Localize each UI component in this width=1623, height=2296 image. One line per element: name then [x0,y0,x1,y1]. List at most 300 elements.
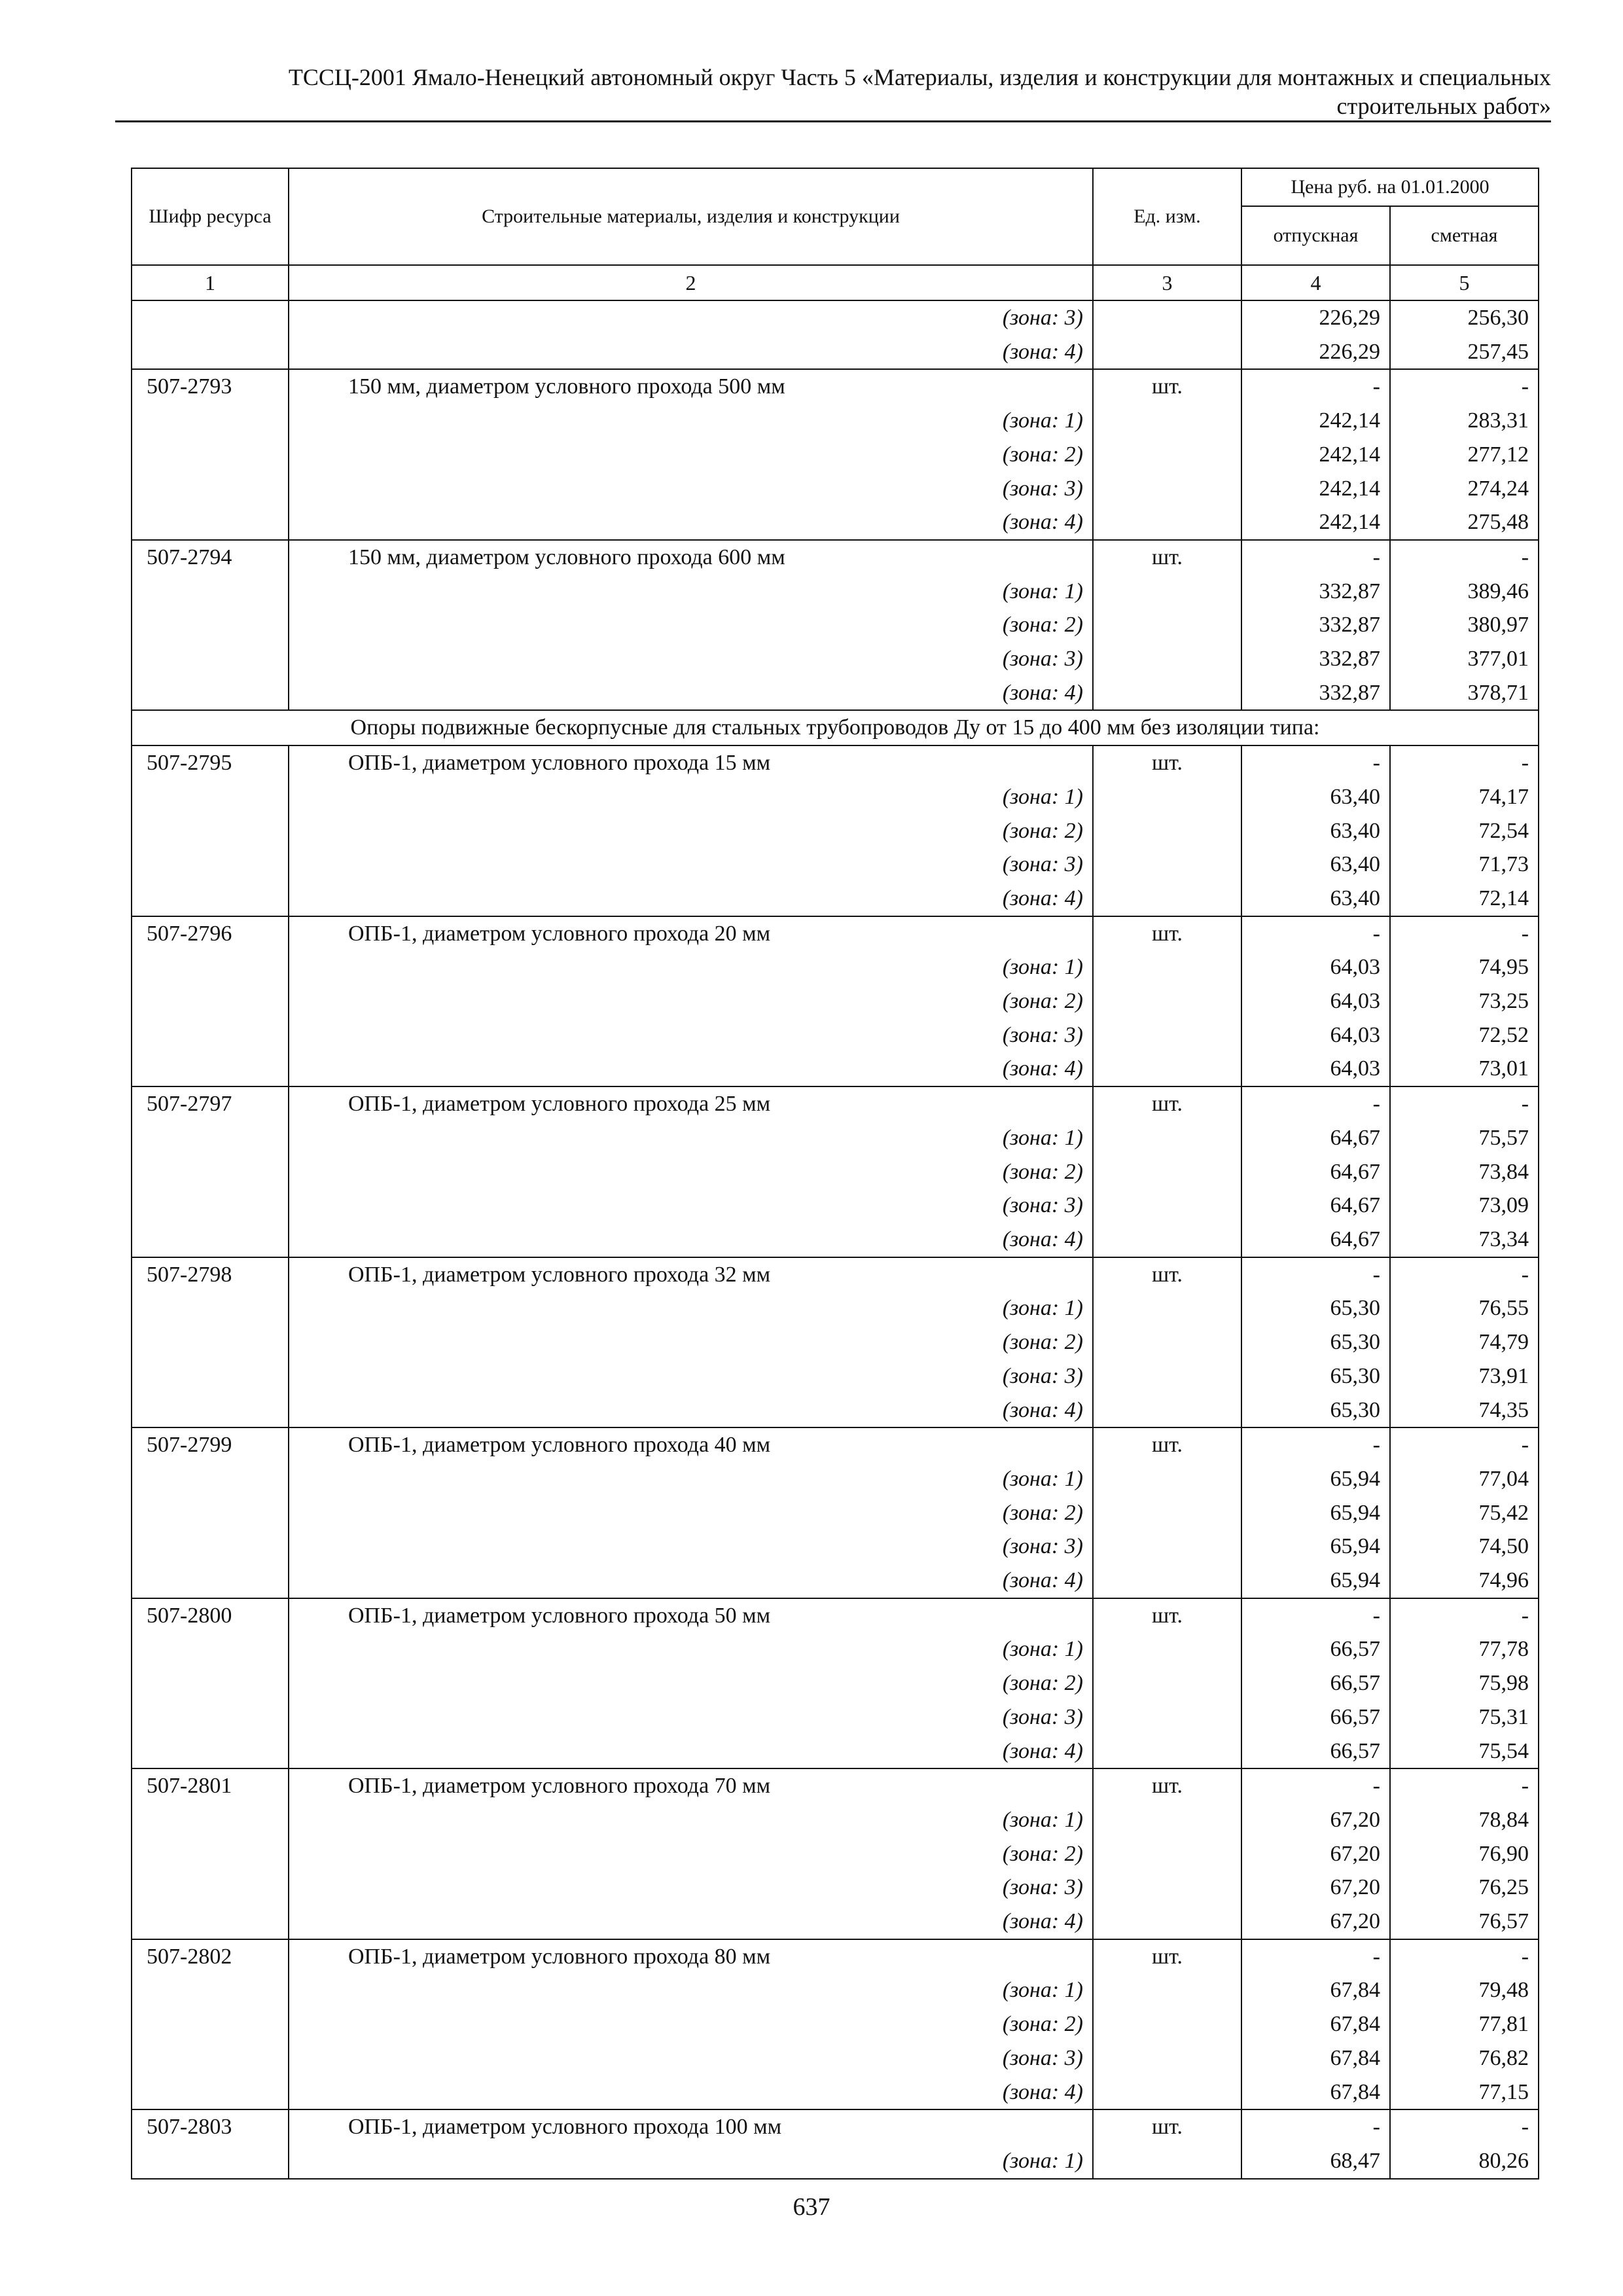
code-cell [132,1052,289,1086]
zone-label: (зона: 3) [289,1359,1093,1393]
estimate-price: 77,81 [1390,2007,1539,2041]
unit-cell [1093,848,1241,882]
code-cell [132,848,289,882]
zone-row [132,2041,1539,2075]
estimate-price: - [1390,916,1539,951]
zone-row [132,814,1539,848]
header-title-line1: ТССЦ-2001 Ямало-Ненецкий автономный округ Часть 5 «Материалы, изделия и конструкции для монтажных и специальных [288,64,1551,90]
unit-cell [1093,1734,1241,1769]
code-cell [132,1189,289,1223]
release-price: 66,57 [1241,1632,1390,1666]
estimate-price: 80,26 [1390,2144,1539,2179]
zone-label: (зона: 4) [289,2075,1093,2110]
unit-cell [1093,1359,1241,1393]
release-price: 226,29 [1241,300,1390,335]
unit-cell: шт. [1093,369,1241,404]
zone-row [132,1155,1539,1189]
code-cell [132,608,289,642]
release-price: 226,29 [1241,335,1390,370]
zone-label: (зона: 4) [289,1223,1093,1257]
resource-row [132,1086,1539,1121]
estimate-price: 389,46 [1390,575,1539,609]
zone-row [132,2144,1539,2179]
code-cell [132,2041,289,2075]
resource-name: ОПБ-1, диаметром условного прохода 32 мм [289,1257,1093,1292]
resource-name: ОПБ-1, диаметром условного прохода 40 мм [289,1427,1093,1462]
zone-row [132,1905,1539,1939]
unit-cell [1093,1905,1241,1939]
release-price: 68,47 [1241,2144,1390,2179]
header-code: Шифр ресурса [132,168,289,265]
resource-name: ОПБ-1, диаметром условного прохода 100 мм [289,2109,1093,2144]
price-table-body [132,300,1539,2179]
release-price: - [1241,1427,1390,1462]
zone-row [132,1837,1539,1871]
estimate-price: - [1390,369,1539,404]
release-price: 63,40 [1241,780,1390,814]
estimate-price: 76,25 [1390,1871,1539,1905]
code-cell [132,1564,289,1598]
zone-label: (зона: 2) [289,438,1093,472]
unit-cell [1093,676,1241,711]
zone-label: (зона: 2) [289,2007,1093,2041]
unit-cell: шт. [1093,1939,1241,1974]
release-price: - [1241,1086,1390,1121]
code-cell [132,335,289,370]
zone-label: (зона: 3) [289,1871,1093,1905]
estimate-price: 73,25 [1390,984,1539,1018]
zone-row [132,676,1539,711]
zone-label: (зона: 3) [289,1018,1093,1052]
release-price: 67,20 [1241,1871,1390,1905]
zone-row [132,1189,1539,1223]
zone-row [132,1973,1539,2007]
estimate-price: 378,71 [1390,676,1539,711]
release-price: 242,14 [1241,472,1390,506]
code-cell [132,1734,289,1769]
zone-row [132,950,1539,984]
unit-cell [1093,575,1241,609]
unit-cell [1093,1803,1241,1837]
zone-row [132,1018,1539,1052]
estimate-price: 77,04 [1390,1462,1539,1496]
unit-cell [1093,1666,1241,1700]
unit-cell [1093,1496,1241,1530]
unit-cell [1093,1564,1241,1598]
code-cell [132,950,289,984]
zone-row [132,404,1539,438]
estimate-price: 74,17 [1390,780,1539,814]
release-price: 63,40 [1241,882,1390,916]
release-price: 63,40 [1241,848,1390,882]
estimate-price: 77,15 [1390,2075,1539,2110]
zone-label: (зона: 3) [289,1700,1093,1734]
zone-label: (зона: 1) [289,1973,1093,2007]
code-cell [132,1223,289,1257]
unit-cell: шт. [1093,1257,1241,1292]
zone-label: (зона: 2) [289,1666,1093,1700]
unit-cell [1093,1837,1241,1871]
release-price: 66,57 [1241,1666,1390,1700]
resource-name: 150 мм, диаметром условного прохода 500 мм [289,369,1093,404]
zone-row [132,335,1539,370]
code-cell [132,1155,289,1189]
release-price: 66,57 [1241,1700,1390,1734]
zone-label: (зона: 3) [289,472,1093,506]
resource-row [132,540,1539,575]
release-price: - [1241,2109,1390,2144]
release-price: 65,94 [1241,1564,1390,1598]
resource-code: 507-2798 [132,1257,289,1292]
release-price: 65,94 [1241,1462,1390,1496]
resource-code: 507-2794 [132,540,289,575]
estimate-price: 77,78 [1390,1632,1539,1666]
estimate-price: 74,95 [1390,950,1539,984]
zone-row [132,1291,1539,1325]
estimate-price: 73,09 [1390,1189,1539,1223]
estimate-price: 78,84 [1390,1803,1539,1837]
release-price: 64,67 [1241,1189,1390,1223]
unit-cell [1093,984,1241,1018]
estimate-price: 75,98 [1390,1666,1539,1700]
estimate-price: 71,73 [1390,848,1539,882]
unit-cell: шт. [1093,1427,1241,1462]
unit-cell: шт. [1093,2109,1241,2144]
resource-row [132,916,1539,951]
resource-name: ОПБ-1, диаметром условного прохода 15 мм [289,745,1093,780]
zone-label: (зона: 2) [289,1837,1093,1871]
code-cell [132,575,289,609]
zone-label: (зона: 2) [289,984,1093,1018]
resource-name: ОПБ-1, диаметром условного прохода 20 мм [289,916,1093,951]
zone-row [132,575,1539,609]
resource-code: 507-2793 [132,369,289,404]
estimate-price: 274,24 [1390,472,1539,506]
release-price: 63,40 [1241,814,1390,848]
zone-row [132,1632,1539,1666]
code-cell [132,1530,289,1564]
resource-code: 507-2803 [132,2109,289,2144]
resource-code: 507-2795 [132,745,289,780]
estimate-price: - [1390,2109,1539,2144]
zone-row [132,1530,1539,1564]
unit-cell [1093,335,1241,370]
unit-cell [1093,1700,1241,1734]
zone-row [132,780,1539,814]
zone-row [132,1803,1539,1837]
estimate-price: 75,57 [1390,1121,1539,1155]
unit-cell [1093,300,1241,335]
unit-cell [1093,608,1241,642]
unit-cell: шт. [1093,745,1241,780]
zone-label: (зона: 4) [289,1564,1093,1598]
code-cell [132,676,289,711]
estimate-price: 76,55 [1390,1291,1539,1325]
release-price: 242,14 [1241,438,1390,472]
zone-row [132,1121,1539,1155]
unit-cell [1093,1973,1241,2007]
unit-cell [1093,814,1241,848]
release-price: 64,67 [1241,1223,1390,1257]
zone-row [132,2075,1539,2110]
resource-row [132,1939,1539,1974]
zone-label: (зона: 4) [289,1734,1093,1769]
release-price: - [1241,1939,1390,1974]
zone-row [132,1359,1539,1393]
zone-label: (зона: 1) [289,1462,1093,1496]
code-cell [132,1632,289,1666]
estimate-price: 257,45 [1390,335,1539,370]
zone-label: (зона: 1) [289,1121,1093,1155]
zone-row [132,1564,1539,1598]
release-price: 64,03 [1241,1052,1390,1086]
resource-code: 507-2799 [132,1427,289,1462]
zone-row [132,1462,1539,1496]
resource-row [132,2109,1539,2144]
code-cell [132,1871,289,1905]
release-price: 64,67 [1241,1121,1390,1155]
price-table [131,168,1539,2179]
zone-row [132,1052,1539,1086]
zone-label: (зона: 3) [289,300,1093,335]
estimate-price: 73,34 [1390,1223,1539,1257]
code-cell [132,472,289,506]
zone-label: (зона: 1) [289,1803,1093,1837]
zone-row [132,505,1539,540]
header-price: Цена руб. на 01.01.2000 [1241,168,1539,206]
zone-row [132,882,1539,916]
zone-row [132,642,1539,676]
estimate-price: 72,54 [1390,814,1539,848]
release-price: 332,87 [1241,642,1390,676]
code-cell [132,1462,289,1496]
resource-code: 507-2797 [132,1086,289,1121]
unit-cell [1093,1462,1241,1496]
unit-cell: шт. [1093,1598,1241,1633]
estimate-price: 72,52 [1390,1018,1539,1052]
unit-cell [1093,1223,1241,1257]
code-cell [132,1700,289,1734]
estimate-price: 74,50 [1390,1530,1539,1564]
zone-label: (зона: 4) [289,1393,1093,1428]
header-estimate-price: сметная [1390,206,1539,265]
release-price: 332,87 [1241,608,1390,642]
zone-label: (зона: 1) [289,1291,1093,1325]
zone-row [132,1871,1539,1905]
code-cell [132,882,289,916]
release-price: 64,03 [1241,984,1390,1018]
code-cell [132,1291,289,1325]
release-price: 64,67 [1241,1155,1390,1189]
resource-name: 150 мм, диаметром условного прохода 600 мм [289,540,1093,575]
unit-cell [1093,2007,1241,2041]
release-price: 65,94 [1241,1496,1390,1530]
resource-code: 507-2802 [132,1939,289,1974]
zone-row [132,1700,1539,1734]
resource-row [132,369,1539,404]
unit-cell [1093,2041,1241,2075]
estimate-price: 275,48 [1390,505,1539,540]
estimate-price: 283,31 [1390,404,1539,438]
release-price: 65,30 [1241,1325,1390,1359]
estimate-price: 79,48 [1390,1973,1539,2007]
column-number: 4 [1241,265,1390,300]
zone-label: (зона: 3) [289,848,1093,882]
release-price: 242,14 [1241,404,1390,438]
estimate-price: 75,31 [1390,1700,1539,1734]
code-cell [132,438,289,472]
code-cell [132,780,289,814]
estimate-price: 75,54 [1390,1734,1539,1769]
unit-cell [1093,1530,1241,1564]
unit-cell [1093,1155,1241,1189]
resource-name: ОПБ-1, диаметром условного прохода 80 мм [289,1939,1093,1974]
resource-row [132,1768,1539,1803]
code-cell [132,404,289,438]
release-price: 67,84 [1241,1973,1390,2007]
estimate-price: - [1390,1939,1539,1974]
release-price: - [1241,745,1390,780]
unit-cell: шт. [1093,1086,1241,1121]
unit-cell: шт. [1093,540,1241,575]
zone-row [132,2007,1539,2041]
code-cell [132,1973,289,2007]
unit-cell [1093,2144,1241,2179]
zone-label: (зона: 3) [289,2041,1093,2075]
header-title-line2: строительных работ» [1336,93,1551,119]
estimate-price: 76,90 [1390,1837,1539,1871]
code-cell [132,2075,289,2110]
zone-row [132,300,1539,335]
resource-name: ОПБ-1, диаметром условного прохода 70 мм [289,1768,1093,1803]
zone-label: (зона: 4) [289,335,1093,370]
zone-label: (зона: 3) [289,1189,1093,1223]
estimate-price: 256,30 [1390,300,1539,335]
zone-row [132,1393,1539,1428]
estimate-price: 76,82 [1390,2041,1539,2075]
unit-cell: шт. [1093,916,1241,951]
estimate-price: 76,57 [1390,1905,1539,1939]
unit-cell [1093,1393,1241,1428]
zone-row [132,1496,1539,1530]
code-cell [132,1393,289,1428]
zone-label: (зона: 4) [289,676,1093,711]
code-cell [132,814,289,848]
zone-label: (зона: 4) [289,1905,1093,1939]
estimate-price: - [1390,1257,1539,1292]
zone-label: (зона: 1) [289,1632,1093,1666]
unit-cell [1093,1189,1241,1223]
unit-cell [1093,1871,1241,1905]
unit-cell [1093,472,1241,506]
zone-label: (зона: 1) [289,950,1093,984]
zone-label: (зона: 1) [289,404,1093,438]
zone-row [132,1734,1539,1769]
release-price: 332,87 [1241,575,1390,609]
zone-label: (зона: 2) [289,814,1093,848]
estimate-price: - [1390,1086,1539,1121]
estimate-price: 75,42 [1390,1496,1539,1530]
page-number: 637 [793,2193,830,2221]
estimate-price: 380,97 [1390,608,1539,642]
zone-label: (зона: 3) [289,642,1093,676]
unit-cell: шт. [1093,1768,1241,1803]
estimate-price: - [1390,1768,1539,1803]
resource-code: 507-2800 [132,1598,289,1633]
unit-cell [1093,1632,1241,1666]
unit-cell [1093,950,1241,984]
resource-name: ОПБ-1, диаметром условного прохода 50 мм [289,1598,1093,1633]
page-header [115,63,1551,120]
code-cell [132,2007,289,2041]
zone-label: (зона: 1) [289,2144,1093,2179]
unit-cell [1093,1121,1241,1155]
release-price: - [1241,540,1390,575]
header-release-price: отпускная [1241,206,1390,265]
release-price: - [1241,916,1390,951]
zone-row [132,848,1539,882]
estimate-price: 74,79 [1390,1325,1539,1359]
unit-cell [1093,2075,1241,2110]
release-price: 67,84 [1241,2007,1390,2041]
header-materials: Строительные материалы, изделия и конструкции [289,168,1093,265]
release-price: 65,30 [1241,1291,1390,1325]
zone-label: (зона: 4) [289,882,1093,916]
release-price: 64,03 [1241,950,1390,984]
zone-label: (зона: 3) [289,1530,1093,1564]
release-price: - [1241,369,1390,404]
code-cell [132,1325,289,1359]
unit-cell [1093,404,1241,438]
code-cell [132,2144,289,2179]
zone-label: (зона: 2) [289,608,1093,642]
estimate-price: - [1390,1598,1539,1633]
estimate-price: 72,14 [1390,882,1539,916]
estimate-price: 73,84 [1390,1155,1539,1189]
unit-cell [1093,642,1241,676]
resource-row [132,1598,1539,1633]
resource-row [132,1427,1539,1462]
release-price: 67,84 [1241,2041,1390,2075]
header-divider [115,120,1551,122]
column-number: 2 [289,265,1093,300]
zone-label: (зона: 1) [289,780,1093,814]
unit-cell [1093,1291,1241,1325]
unit-cell [1093,505,1241,540]
code-cell [132,1496,289,1530]
release-price: 242,14 [1241,505,1390,540]
zone-label: (зона: 2) [289,1496,1093,1530]
resource-name: ОПБ-1, диаметром условного прохода 25 мм [289,1086,1093,1121]
section-title: Опоры подвижные бескорпусные для стальных трубопроводов Ду от 15 до 400 мм без изоляции типа: [132,710,1539,745]
zone-label: (зона: 2) [289,1325,1093,1359]
zone-label: (зона: 4) [289,1052,1093,1086]
zone-row [132,472,1539,506]
unit-cell [1093,1325,1241,1359]
unit-cell [1093,1052,1241,1086]
release-price: 67,20 [1241,1803,1390,1837]
section-row [132,710,1539,745]
code-cell [132,1905,289,1939]
code-cell [132,984,289,1018]
release-price: 65,30 [1241,1393,1390,1428]
code-cell [132,505,289,540]
estimate-price: - [1390,540,1539,575]
estimate-price: 74,35 [1390,1393,1539,1428]
code-cell [132,1359,289,1393]
estimate-price: 277,12 [1390,438,1539,472]
release-price: - [1241,1598,1390,1633]
